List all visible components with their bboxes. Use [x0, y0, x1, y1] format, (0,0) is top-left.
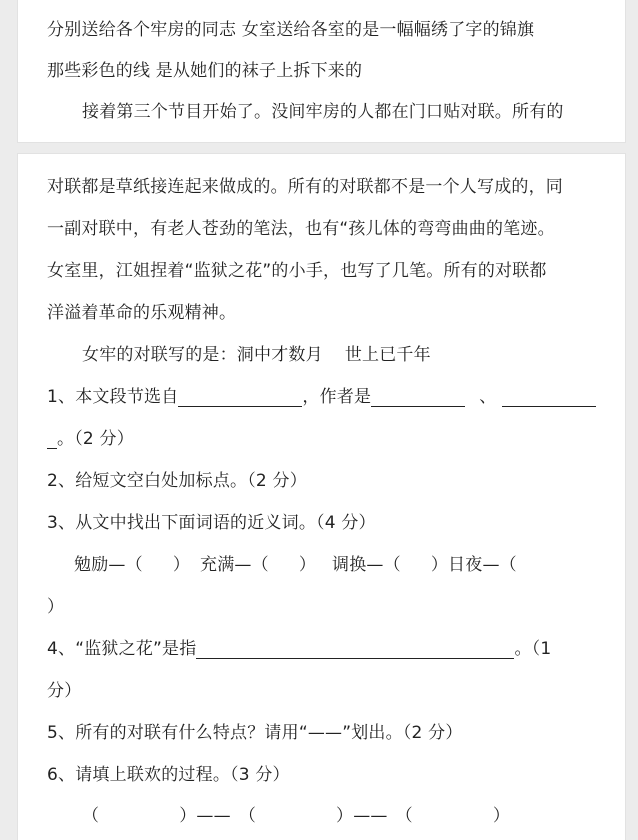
- question-1-continued: [47, 429, 134, 449]
- passage-line: 女室里，江姐捏着“监狱之花”的小手，也写了几笔。所有的对联都: [47, 261, 547, 281]
- question-3: 3、从文中找出下面词语的近义词。（4 分）: [47, 513, 376, 533]
- answer-blank[interactable]: [47, 430, 57, 449]
- paren-open: （: [82, 806, 100, 826]
- passage-line: 洋溢着革命的乐观精神。: [47, 303, 237, 323]
- answer-blank[interactable]: [371, 388, 465, 407]
- paren-close: ）: [172, 555, 191, 575]
- couplet-text: 女牢的对联写的是：洞中才数月: [82, 345, 323, 365]
- question-text: 1、本文段节选自: [47, 387, 179, 407]
- dash: ——: [196, 806, 231, 826]
- paren-open: （: [395, 806, 413, 826]
- passage-line: 那些彩色的线 是从她们的袜子上拆下来的: [47, 61, 363, 81]
- paren-close: ）: [179, 806, 197, 826]
- question-text: ，作者是: [302, 387, 372, 407]
- synonym-row-continued: ）: [47, 597, 65, 617]
- passage-line: 一副对联中，有老人苍劲的笔法，也有“孩儿体的弯弯曲曲的笔迹。: [47, 219, 555, 239]
- question-5: 5、所有的对联有什么特点？请用“——”划出。（2 分）: [47, 723, 463, 743]
- question-text: 。（2 分）: [57, 429, 134, 449]
- question-4-continued: 分）: [47, 681, 82, 701]
- paren-close: ）: [492, 806, 511, 826]
- synonym-word: 日夜—（: [448, 555, 517, 575]
- passage-line: 接着第三个节目开始了。没间牢房的人都在门口贴对联。所有的: [82, 102, 564, 122]
- passage-line: 对联都是草纸接连起来做成的。所有的对联都不是一个人写成的，同: [47, 177, 563, 197]
- question-text: 。（1: [514, 639, 552, 659]
- question-text: 4、“监狱之花”是指: [47, 639, 197, 659]
- answer-blank[interactable]: [502, 388, 596, 407]
- synonym-word: 勉励—（: [74, 555, 143, 575]
- answer-blank[interactable]: [178, 388, 302, 407]
- question-6: 6、请填上联欢的过程。（3 分）: [47, 765, 290, 785]
- paren-close: ）: [298, 555, 317, 575]
- paren-close: ）: [336, 806, 354, 826]
- synonym-row: [74, 555, 517, 575]
- dash: ——: [353, 806, 388, 826]
- paren-close: ）: [430, 555, 449, 575]
- couplet-line: [82, 345, 431, 365]
- paren-open: （: [238, 806, 257, 826]
- process-row: [82, 806, 510, 826]
- answer-blank[interactable]: [196, 640, 514, 659]
- passage-line: 分别送给各个牢房的同志 女室送给各室的是一幅幅绣了字的锦旗: [47, 20, 535, 40]
- couplet-text: 世上已千年: [344, 345, 431, 365]
- question-1: [47, 387, 596, 407]
- question-text: 、: [479, 387, 497, 407]
- question-2: 2、给短文空白处加标点。（2 分）: [47, 471, 307, 491]
- synonym-word: 充满—（: [200, 555, 269, 575]
- question-4: [47, 639, 551, 659]
- synonym-word: 调换—（: [332, 555, 401, 575]
